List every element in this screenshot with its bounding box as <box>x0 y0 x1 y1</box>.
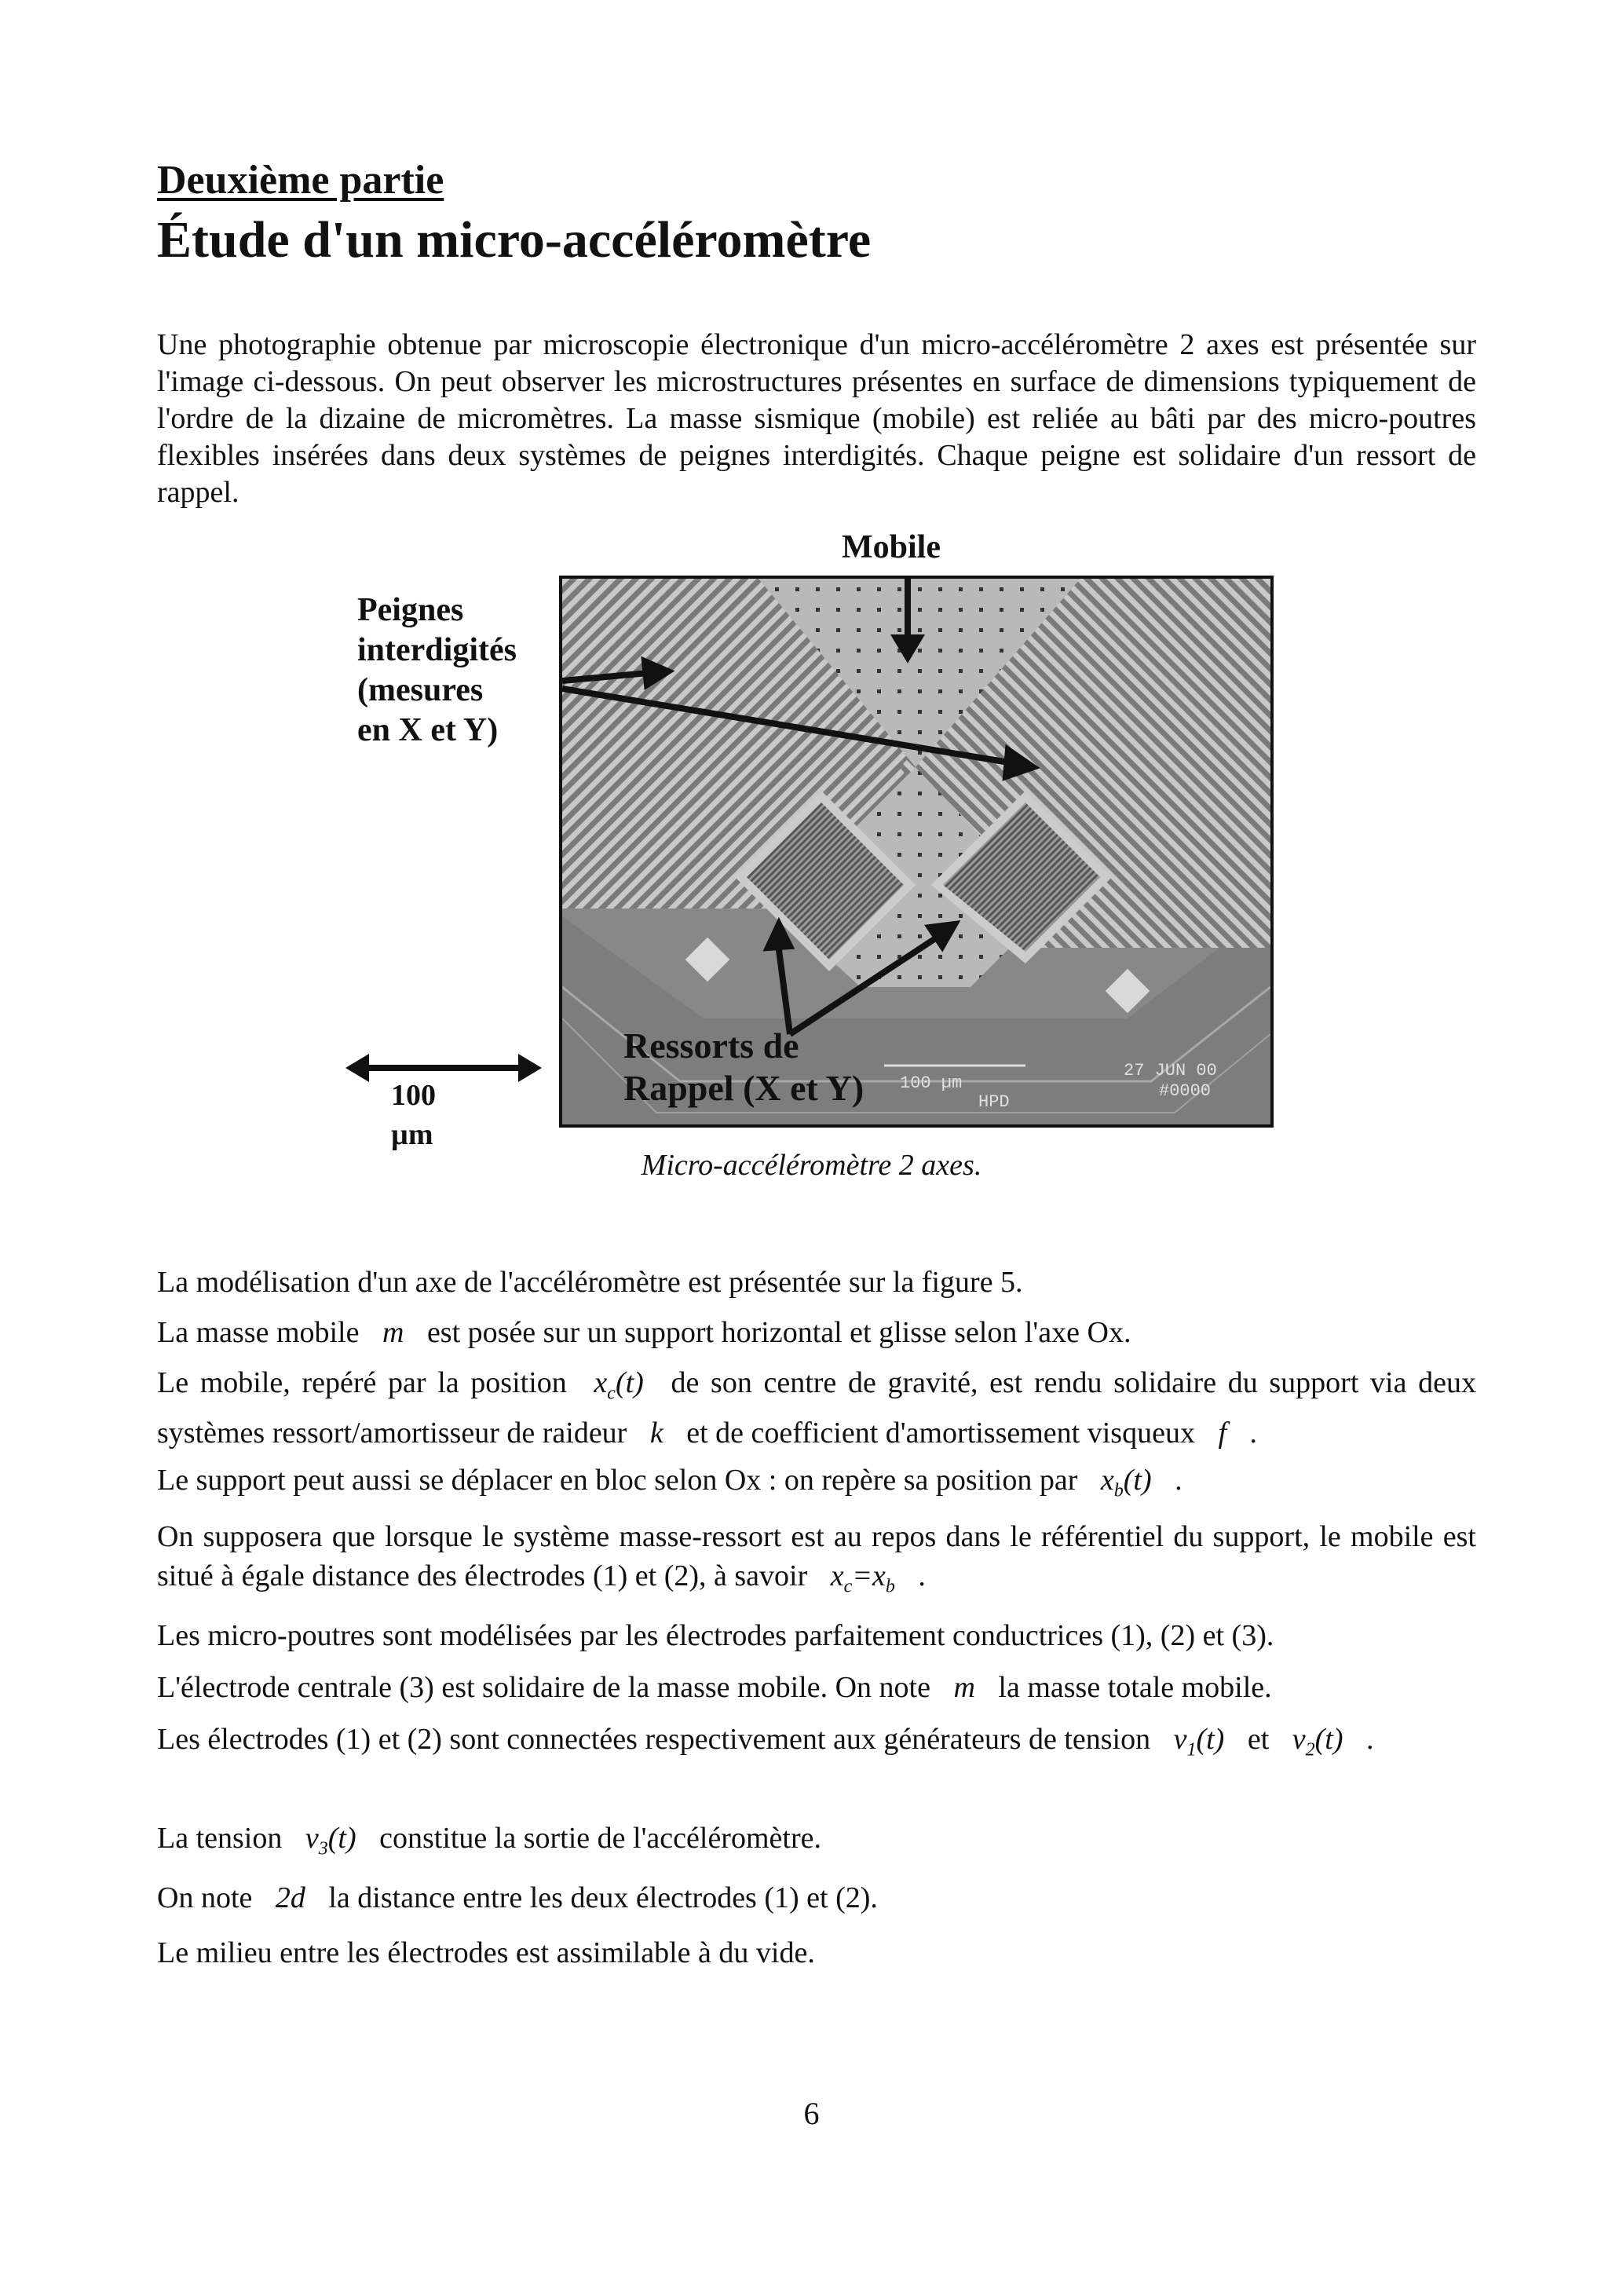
svg-text:HPD: HPD <box>978 1092 1010 1112</box>
var-k: k <box>649 1416 663 1450</box>
page-number: 6 <box>803 2096 820 2131</box>
paragraph-4: Le support peut aussi se déplacer en bloc selon Ox : on repère sa position par $x_b(t)$ . <box>157 1464 1183 1501</box>
paragraph-2: La masse mobile m est posée sur un support horizontal et glisse selon l'axe Ox. <box>157 1316 1131 1349</box>
var-v2: $v_2(t)$ <box>1292 1723 1343 1760</box>
var-m: m <box>953 1671 975 1704</box>
paragraph-7: L'électrode centrale (3) est solidaire de la masse mobile. On note m la masse totale mobile. <box>157 1671 1272 1704</box>
paragraph-8: Les électrodes (1) et (2) sont connectées respectivement aux générateurs de tension $v_1(t)$ et $v_2(t)$ . <box>157 1723 1374 1760</box>
var-f: f <box>1218 1416 1227 1450</box>
label-line: (mesures <box>357 672 484 708</box>
part-title: Deuxième partie <box>157 158 444 203</box>
paragraph-5: On supposera que lorsque le système masse-ressort est au repos dans le référentiel du support, le mobile est situé à égale distance des électrodes (1) et (2), à savoir $x_c=x_b$ . <box>157 1520 1476 1597</box>
sem-micrograph <box>559 576 1274 1128</box>
scale-label: 100 µm <box>391 1079 436 1151</box>
figure-label-combs <box>357 590 561 751</box>
var-v3: $v_3(t)$ <box>305 1822 356 1859</box>
paragraph-9: La tension $v_3(t)$ constitue la sortie de l'accéléromètre. <box>157 1822 821 1859</box>
label-line: Ressorts de <box>623 1026 799 1066</box>
main-title: Étude d'un micro-accéléromètre <box>157 211 872 269</box>
var-xc: $x_c(t)$ <box>594 1366 644 1404</box>
equation-xc-equals-xb: $x_c=x_b$ <box>830 1559 895 1597</box>
paragraph-10: On note 2d la distance entre les deux électrodes (1) et (2). <box>157 1881 878 1914</box>
svg-text:27 JUN 00: 27 JUN 00 <box>1124 1061 1217 1080</box>
label-line: Peignes <box>357 592 464 628</box>
paragraph-1: La modélisation d'un axe de l'accéléromètre est présentée sur la figure 5. <box>157 1266 1023 1299</box>
var-v1: $v_1(t)$ <box>1173 1723 1225 1760</box>
label-line: interdigités <box>357 632 517 668</box>
var-2d: 2d <box>275 1881 305 1914</box>
paragraph-11: Le milieu entre les électrodes est assimilable à du vide. <box>157 1936 815 1969</box>
figure-label-springs <box>623 1025 864 1110</box>
var-m: m <box>382 1316 404 1349</box>
sem-scalebar-text: 100 µm <box>900 1073 963 1093</box>
label-line: en X et Y) <box>357 712 499 748</box>
scale-double-arrow-icon <box>345 1052 542 1084</box>
svg-text:#0000: #0000 <box>1159 1081 1212 1101</box>
label-line: Rappel (X et Y) <box>623 1068 865 1108</box>
paragraph-6: Les micro-poutres sont modélisées par les électrodes parfaitement conductrices (1), (2) et (3). <box>157 1619 1274 1652</box>
intro-paragraph: Une photographie obtenue par microscopie électronique d'un micro-accéléromètre 2 axes est présentée sur l'image ci-dessous. On peut observer les microstructures présentes en surface de dimensions typiquement de l'ordre de la dizaine de micromètres. La masse sismique (mobile) est reliée au bâti par des micro-poutres flexibles insérées dans deux systèmes de peignes interdigités. Chaque peigne est solidaire d'un ressort de rappel. <box>157 328 1476 509</box>
figure-label-mobile: Mobile <box>842 529 941 565</box>
figure-caption: Micro-accéléromètre 2 axes. <box>641 1149 982 1182</box>
var-xb: $x_b(t)$ <box>1100 1464 1152 1501</box>
paragraph-3: Le mobile, repéré par la position $x_c(t)$ de son centre de gravité, est rendu solidaire du support via deux systèmes ressort/amortisseur de raideur k et de coefficient d'amortissement visqueux f . <box>157 1366 1477 1450</box>
